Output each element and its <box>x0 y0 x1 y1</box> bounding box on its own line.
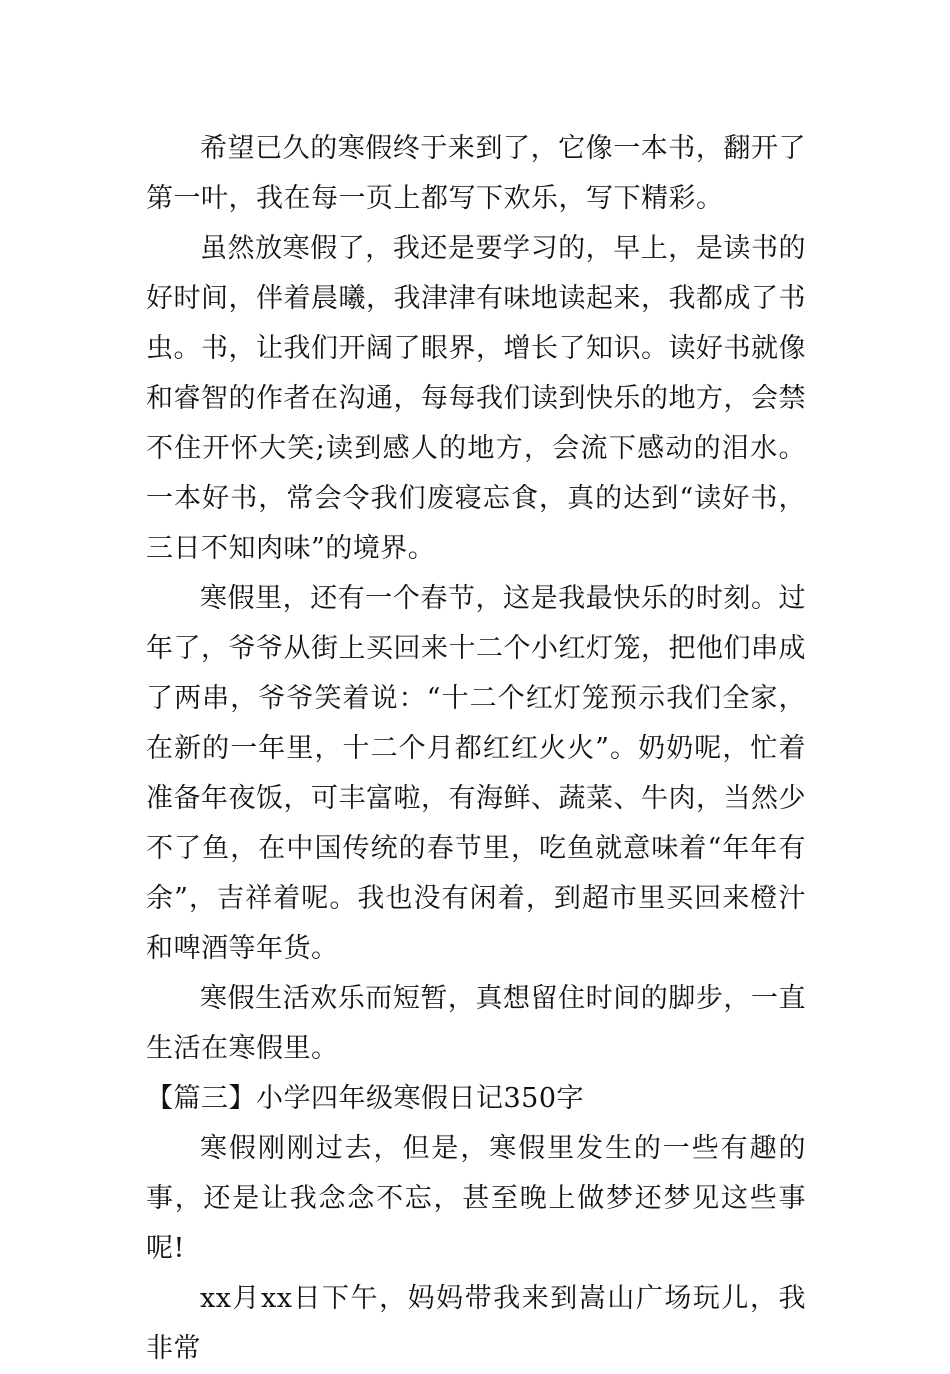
paragraph-reading-books: 虽然放寒假了，我还是要学习的，早上，是读书的好时间，伴着晨曦，我津津有味地读起来，我都成了书虫。书，让我们开阔了眼界，增长了知识。读好书就像和睿智的作者在沟通，每每我们读到快乐的地方，会禁不住开怀大笑;读到感人的地方，会流下感动的泪水。一本好书，常会令我们废寝忘食，真的达到“读好书，三日不知肉味”的境界。 <box>146 233 806 564</box>
document-body <box>146 124 806 1374</box>
paragraph-songshan-square: xx月xx日下午，妈妈带我来到嵩山广场玩儿，我非常 <box>146 1283 806 1364</box>
paragraph-vacation-memories: 寒假刚刚过去，但是，寒假里发生的一些有趣的事，还是让我念念不忘，甚至晚上做梦还梦见这些事呢! <box>146 1133 806 1264</box>
paragraph-vacation-short: 寒假生活欢乐而短暂，真想留住时间的脚步，一直生活在寒假里。 <box>146 983 806 1064</box>
paragraph-spring-festival: 寒假里，还有一个春节，这是我最快乐的时刻。过年了，爷爷从街上买回来十二个小红灯笼，把他们串成了两串，爷爷笑着说：“十二个红灯笼预示我们全家，在新的一年里，十二个月都红红火火”。奶奶呢，忙着准备年夜饭，可丰富啦，有海鲜、蔬菜、牛肉，当然少不了鱼，在中国传统的春节里，吃鱼就意味着“年年有余”，吉祥着呢。我也没有闲着，到超市里买回来橙汁和啤酒等年货。 <box>146 583 806 964</box>
section-heading: 【篇三】小学四年级寒假日记350字 <box>146 1083 585 1114</box>
paragraph-winter-vacation-arrives: 希望已久的寒假终于来到了，它像一本书，翻开了第一叶，我在每一页上都写下欢乐，写下精彩。 <box>146 133 806 214</box>
